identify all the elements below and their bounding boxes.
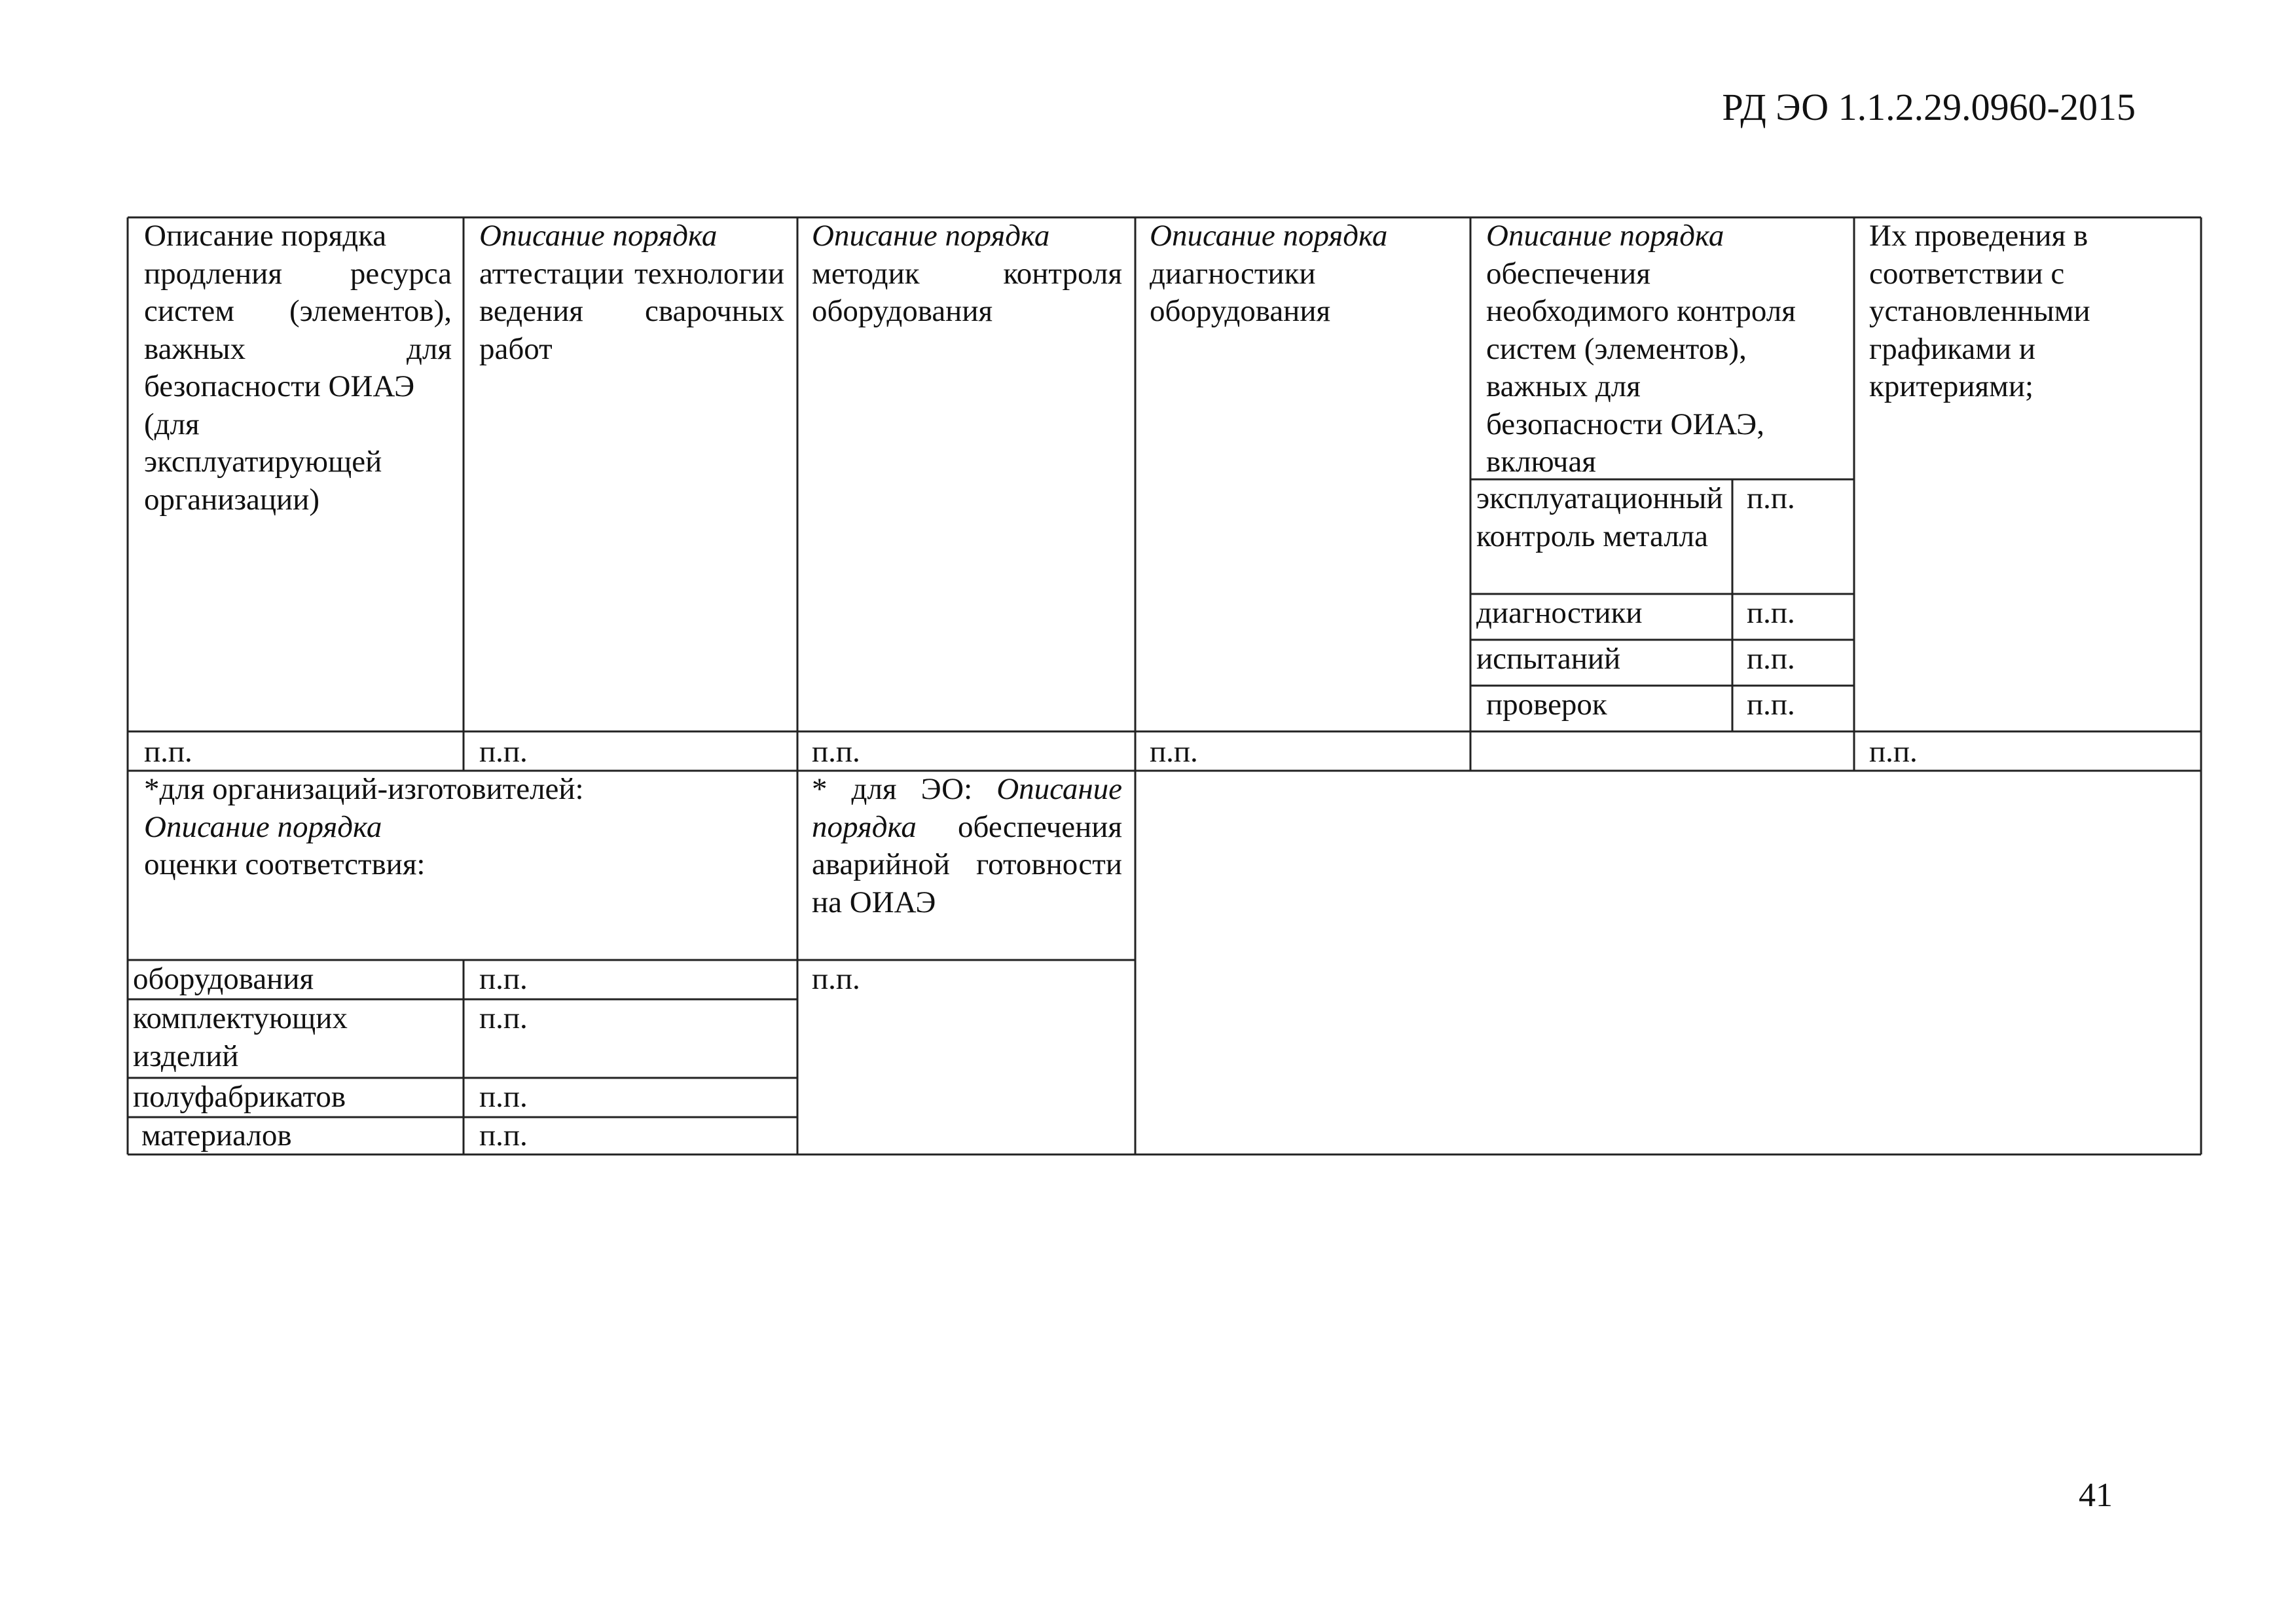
ref-col2: п.п. [479,735,528,769]
col6-header: Их проведения в соответствии с установленными графиками и критериями; [1869,219,2090,403]
col5-sub-label-checks: проверок [1486,688,1607,722]
mfr-ref-equipment: п.п. [479,962,528,996]
eo-header: * для ЭО: Описание порядка обеспечения аварийной готовности на ОИАЭ [812,772,1122,919]
col5-header: Описание порядка обеспечения необходимого контроля систем (элементов), важных для безопасности ОИАЭ, включая [1486,219,1796,479]
col5-sub-label-metal-control: эксплуатационный контроль металла [1476,481,1723,553]
ref-col1: п.п. [144,735,192,769]
document-code: РД ЭО 1.1.2.29.0960-2015 [1722,86,2136,128]
mfr-ref-semi-products: п.п. [479,1080,528,1114]
ref-col3: п.п. [812,735,860,769]
mfr-ref-materials: п.п. [479,1118,528,1153]
col5-sub-label-diagnostics: диагностики [1476,596,1643,630]
ref-col4: п.п. [1150,735,1198,769]
mfr-item-equipment: оборудования [133,962,314,996]
col5-sub-ref-diagnostics: п.п. [1747,596,1795,630]
mfr-item-components: комплектующих изделий [133,1001,348,1073]
col5-sub-label-tests: испытаний [1476,642,1621,676]
col5-sub-ref-metal-control: п.п. [1747,481,1795,515]
col3-header: Описание порядка методик контроля оборудования [812,219,1122,328]
mfr-item-materials: материалов [141,1118,292,1153]
col5-sub-ref-checks: п.п. [1747,688,1795,722]
col1-header: Описание порядка продления ресурса систем (элементов), важных для безопасности ОИАЭ (для эксплуатирующей организации) [144,219,452,517]
page-number: 41 [2079,1477,2113,1514]
mfr-item-semi-products: полуфабрикатов [133,1080,346,1114]
col4-header: Описание порядка диагностики оборудования [1150,219,1388,328]
mfr-ref-components: п.п. [479,1001,528,1035]
manufacturers-header: *для организаций-изготовителей: Описание порядка оценки соответствия: [144,772,584,881]
col5-sub-ref-tests: п.п. [1747,642,1795,676]
ref-col6: п.п. [1869,735,1918,769]
col2-header: Описание порядка аттестации технологии ведения сварочных работ [479,219,784,366]
eo-ref: п.п. [812,962,860,996]
